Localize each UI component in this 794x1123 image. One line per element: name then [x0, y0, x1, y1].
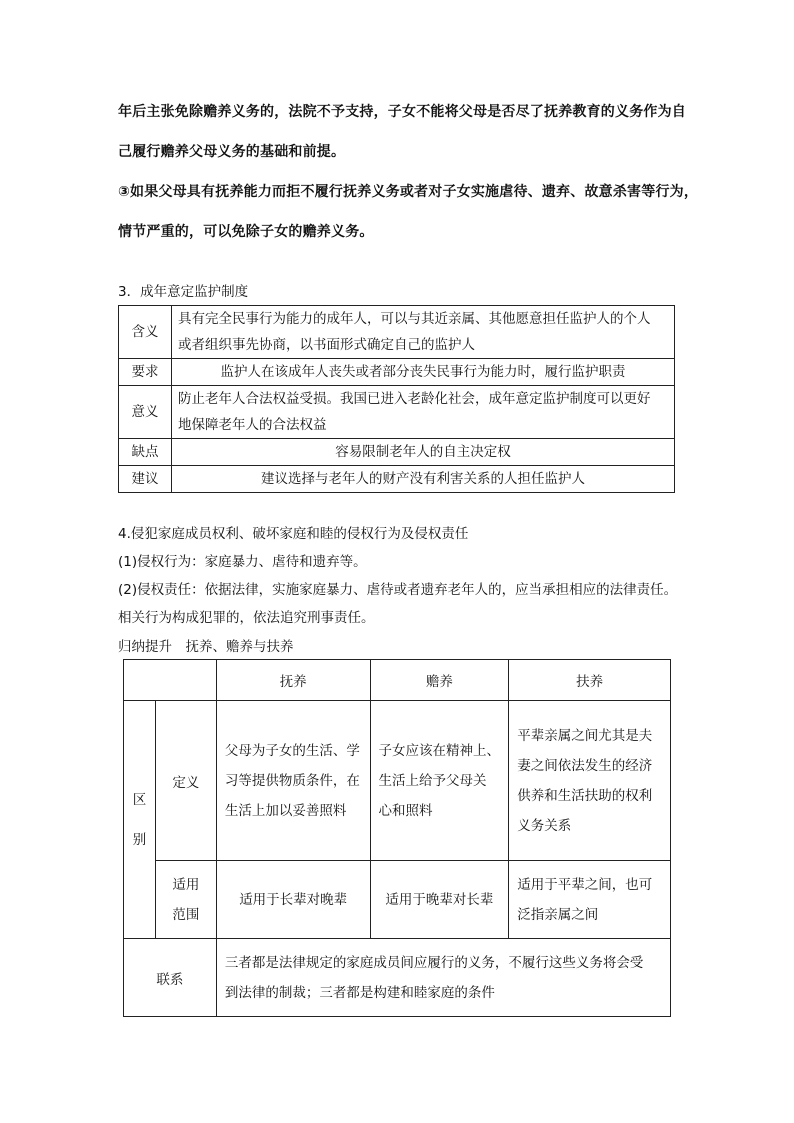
guardianship-table — [118, 305, 675, 493]
row-label: 联系 — [124, 939, 217, 1017]
table-cell — [509, 701, 671, 861]
table-cell — [172, 306, 675, 359]
cell-line: 义务关系 — [517, 817, 572, 834]
table-row — [119, 439, 675, 466]
cell-line: 具有完全民事行为能力的成年人，可以与其近亲属、其他愿意担任监护人的个人 — [178, 311, 651, 327]
table-row — [119, 306, 675, 359]
cell-line: 适用于平辈之间，也可 — [517, 876, 653, 893]
table-cell — [216, 701, 370, 861]
row-label: 缺点 — [119, 439, 172, 466]
cell-line: 到法律的制裁；三者都是构建和睦家庭的条件 — [224, 984, 495, 1001]
list-item: (2)侵权责任：依据法律，实施家庭暴力、虐待或者遗弃老年人的，应当承担相应的法律责任。 — [118, 582, 678, 598]
row-label — [155, 861, 216, 939]
section-heading: 3．成年意定监护制度 — [118, 284, 249, 300]
cell-line: 平辈亲属之间尤其是夫 — [517, 727, 653, 744]
cell-line: 妻之间依法发生的经济 — [517, 757, 653, 774]
row-label: 要求 — [119, 359, 172, 386]
row-label: 建议 — [119, 466, 172, 493]
table-cell — [172, 359, 675, 386]
table-cell — [216, 939, 670, 1017]
table-row — [119, 359, 675, 386]
cell-line: 生活上加以妥善照料 — [224, 802, 347, 819]
cell-line: 三者都是法律规定的家庭成员间应履行的义务，不履行这些义务将会受 — [224, 954, 644, 971]
summary-table — [123, 659, 671, 1017]
cell-line: 心和照料 — [378, 802, 433, 819]
paragraph-line-1: 年后主张免除赡养义务的，法院不予支持，子女不能将父母是否尽了抚养教育的义务作为自 — [118, 104, 686, 120]
cell-line: 建议选择与老年人的财产没有利害关系的人担任监护人 — [261, 471, 585, 487]
cell-line: 泛指亲属之间 — [517, 906, 599, 923]
row-label: 定义 — [155, 701, 216, 861]
paragraph-line-4: 情节严重的，可以免除子女的赡养义务。 — [118, 224, 374, 240]
table-row — [124, 861, 671, 939]
row-label: 意义 — [119, 386, 172, 439]
section-heading: 4.侵犯家庭成员权利、破坏家庭和睦的侵权行为及侵权责任 — [118, 526, 469, 542]
table-cell — [172, 439, 675, 466]
table-cell — [172, 386, 675, 439]
label-char: 别 — [132, 831, 147, 848]
column-header: 赡养 — [370, 660, 509, 701]
table-row — [119, 466, 675, 493]
table-cell — [370, 701, 509, 861]
list-item: 相关行为构成犯罪的，依法追究刑事责任。 — [118, 610, 375, 626]
cell-line: 适用 — [172, 876, 200, 893]
cell-line: 供养和生活扶助的权利 — [517, 787, 653, 804]
cell-line: 或者组织事先协商，以书面形式确定自己的监护人 — [178, 337, 475, 353]
column-header: 扶养 — [509, 660, 671, 701]
cell-line: 容易限制老年人的自主决定权 — [335, 444, 511, 460]
cell-line: 防止老年人合法权益受损。我国已进入老龄化社会，成年意定监护制度可以更好 — [178, 391, 651, 407]
cell-line: 习等提供物质条件，在 — [224, 772, 360, 789]
table-cell — [370, 861, 509, 939]
cell-line: 范围 — [172, 906, 200, 923]
cell-line: 父母为子女的生活、学 — [224, 742, 360, 759]
cell-line: 地保障老年人的合法权益 — [178, 417, 327, 433]
paragraph-line-2: 己履行赡养父母义务的基础和前提。 — [118, 144, 346, 160]
cell-line: 监护人在该成年人丧失或者部分丧失民事行为能力时，履行监护职责 — [220, 364, 626, 380]
summary-title: 归纳提升 抚养、赡养与扶养 — [118, 639, 294, 655]
table-row — [119, 386, 675, 439]
table-row — [124, 701, 671, 861]
cell-line: 适用于晚辈对长辈 — [385, 891, 494, 908]
list-item: (1)侵权行为：家庭暴力、虐待和遗弃等。 — [118, 554, 367, 570]
cell-line: 生活上给予父母关 — [378, 772, 487, 789]
table-row — [124, 939, 671, 1017]
table-cell — [509, 861, 671, 939]
header-corner — [124, 660, 217, 701]
table-cell — [172, 466, 675, 493]
paragraph-line-3: ③如果父母具有抚养能力而拒不履行抚养义务或者对子女实施虐待、遗弃、故意杀害等行为， — [118, 184, 699, 200]
table-header-row — [124, 660, 671, 701]
label-char: 区 — [132, 791, 147, 808]
row-label: 含义 — [119, 306, 172, 359]
table-cell — [216, 861, 370, 939]
cell-line: 适用于长辈对晚辈 — [239, 891, 348, 908]
column-header: 抚养 — [216, 660, 370, 701]
difference-label — [124, 701, 156, 939]
cell-line: 子女应该在精神上、 — [378, 742, 501, 759]
